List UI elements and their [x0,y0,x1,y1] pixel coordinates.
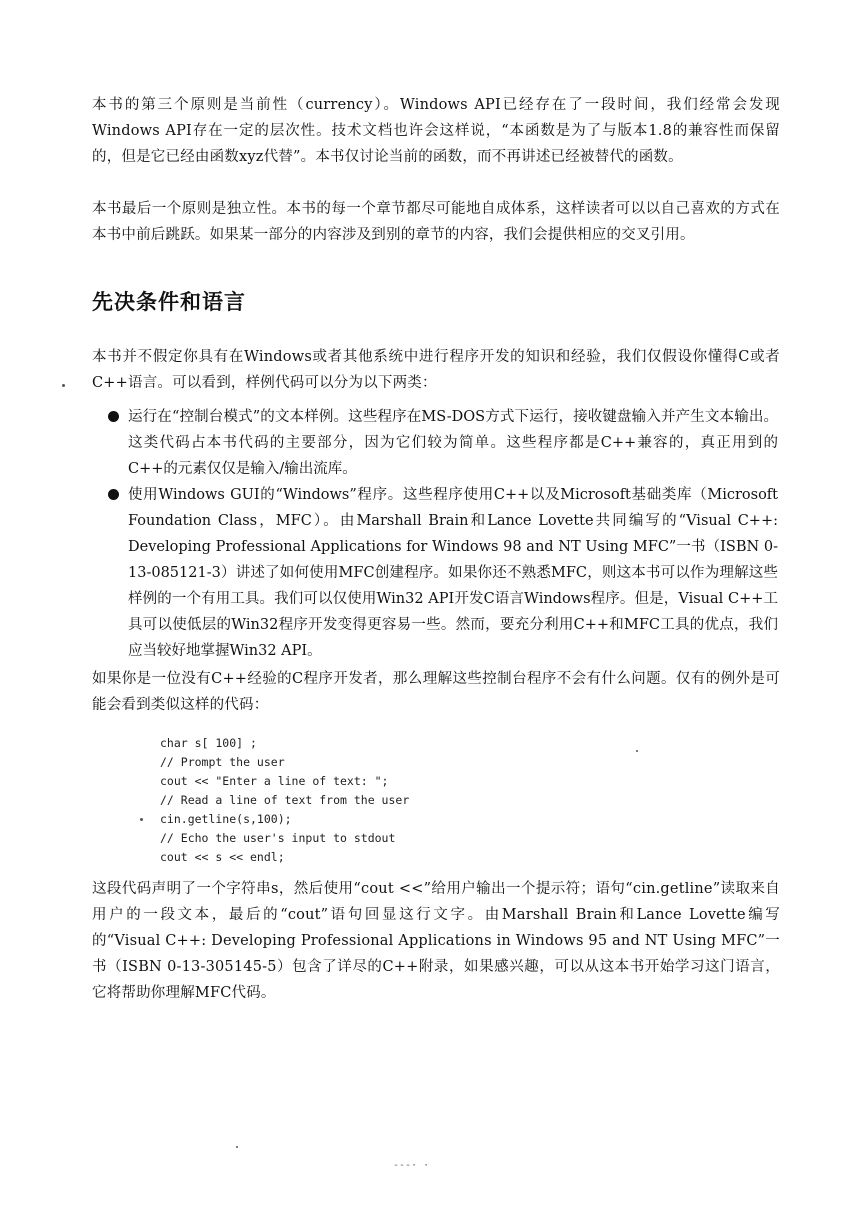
paragraph-prerequisites: 本书并不假定你具有在Windows或者其他系统中进行程序开发的知识和经验，我们仅假设你懂得C或者C++语言。可以看到，样例代码可以分为以下两类： [92,349,780,391]
code-line: cout << s << endl; [160,850,285,864]
code-line: // Echo the user's input to stdout [160,831,396,845]
scan-speck [236,1146,238,1148]
paragraph-c-developers: 如果你是一位没有C++经验的C程序开发者，那么理解这些控制台程序不会有什么问题。仅有的例外是可能会看到类似这样的代码： [92,671,780,713]
scan-speck [636,750,638,752]
section-heading: 先决条件和语言 [92,290,246,314]
code-line: cout << "Enter a line of text: "; [160,774,389,788]
bullet-icon [108,411,119,422]
bullet-icon [108,489,119,500]
code-line: // Prompt the user [160,755,285,769]
code-line: cin.getline(s,100); [160,812,292,826]
list-item-console-samples [128,404,778,482]
page-footer-mark: ---· · [393,1160,430,1171]
paragraph-currency-principle: 本书的第三个原则是当前性（currency）。Windows API已经存在了一段时间，我们经常会发现Windows API存在一定的层次性。技术文档也许会这样说，“本函数是为了与版本1.8的兼容性而保留的，但是它已经由函数xyz代替”。本书仅讨论当前的函数，而不再讲述已经被替代的函数。 [92,97,780,165]
paragraph-independence-principle: 本书最后一个原则是独立性。本书的每一个章节都尽可能地自成体系，这样读者可以以自己喜欢的方式在本书中前后跳跃。如果某一部分的内容涉及到别的章节的内容，我们会提供相应的交叉引用。 [92,201,780,243]
list-item-text: 运行在“控制台模式”的文本样例。这些程序在MS-DOS方式下运行，接收键盘输入并产生文本输出。这类代码占本书代码的主要部分，因为它们较为简单。这些程序都是C++兼容的，真正用到的C++的元素仅仅是输入/输出流库。 [128,409,778,477]
list-item-text: 使用Windows GUI的“Windows”程序。这些程序使用C++以及Microsoft基础类库（Microsoft Foundation Class，MFC）。由Marshall Brain和Lance Lovette共同编写的“Visual C++: Developing Professional Applications for Windows 98 and NT Using MFC”一书（ISBN 0-13-085121-3）讲述了如何使用MFC创建程序。如果你还不熟悉MFC，则这本书可以作为理解这些样例的一个有用工具。我们可以仅使用Win32 API开发C语言Windows程序。但是，Visual C++工具可以使低层的Win32程序开发变得更容易一些。然而，要充分利用C++和MFC工具的优点，我们应当较好地掌握Win32 API。 [128,487,778,659]
list-item-windows-samples [128,482,778,664]
scan-speck [140,818,143,821]
sample-types-list [128,404,778,664]
code-line: // Read a line of text from the user [160,793,410,807]
paragraph-code-explanation: 这段代码声明了一个字符串s，然后使用“cout <<”给用户输出一个提示符；语句“cin.getline”读取来自用户的一段文本，最后的“cout”语句回显这行文字。由Marshall Brain和Lance Lovette编写的“Visual C++: Developing Professional Applications in Windows 95 and NT Using MFC”一书（ISBN 0-13-305145-5）包含了详尽的C++附录，如果感兴趣，可以从这本书开始学习这门语言，它将帮助你理解MFC代码。 [92,881,780,1001]
code-line: char s[ 100] ; [160,736,257,750]
code-sample [160,734,409,867]
scan-speck [62,384,65,387]
